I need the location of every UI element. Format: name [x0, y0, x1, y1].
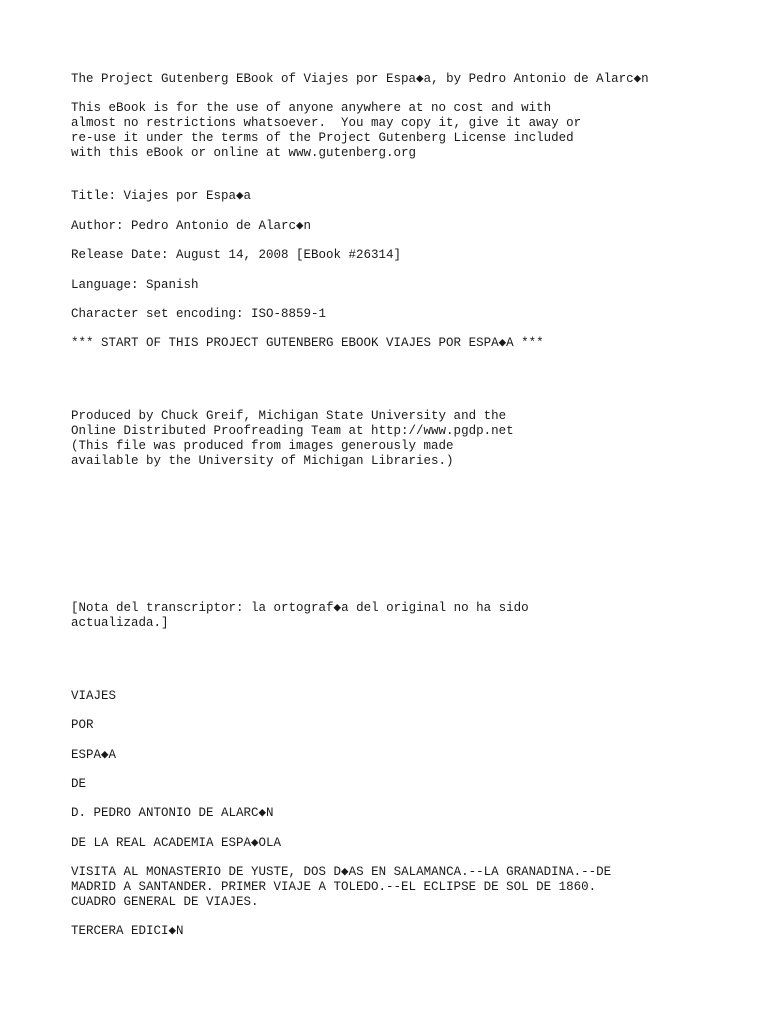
contents-paragraph	[71, 865, 611, 910]
meta-language: Language: Spanish	[71, 278, 199, 292]
license-line: almost no restrictions whatsoever. You may copy it, give it away or	[71, 116, 582, 130]
title-academy: DE LA REAL ACADEMIA ESPA◆OLA	[71, 836, 282, 850]
license-paragraph	[71, 101, 581, 161]
title-de: DE	[71, 777, 87, 791]
note-line: actualizada.]	[71, 616, 169, 630]
header-line: The Project Gutenberg EBook of Viajes por Espa◆a, by Pedro Antonio de Alarc◆n	[71, 72, 649, 86]
contents-line: MADRID A SANTANDER. PRIMER VIAJE A TOLEDO.--EL ECLIPSE DE SOL DE 1860.	[71, 880, 597, 894]
credits-line: Online Distributed Proofreading Team at http://www.pgdp.net	[71, 424, 514, 438]
credits-line: available by the University of Michigan Libraries.)	[71, 454, 454, 468]
title-author: D. PEDRO ANTONIO DE ALARC◆N	[71, 806, 274, 820]
start-marker: *** START OF THIS PROJECT GUTENBERG EBOOK VIAJES POR ESPA◆A ***	[71, 336, 544, 350]
meta-encoding: Character set encoding: ISO-8859-1	[71, 307, 327, 321]
credits-line: Produced by Chuck Greif, Michigan State University and the	[71, 409, 507, 423]
transcriber-note	[71, 601, 529, 631]
license-line: re-use it under the terms of the Project Gutenberg License included	[71, 131, 574, 145]
contents-line: VISITA AL MONASTERIO DE YUSTE, DOS D◆AS EN SALAMANCA.--LA GRANADINA.--DE	[71, 865, 612, 879]
meta-release-date: Release Date: August 14, 2008 [EBook #26314]	[71, 248, 402, 262]
note-line: [Nota del transcriptor: la ortograf◆a del original no ha sido	[71, 601, 529, 615]
title-edition: TERCERA EDICI◆N	[71, 924, 184, 938]
meta-author: Author: Pedro Antonio de Alarc◆n	[71, 219, 312, 233]
license-line: with this eBook or online at www.gutenberg.org	[71, 146, 417, 160]
meta-title: Title: Viajes por Espa◆a	[71, 189, 252, 203]
title-viajes: VIAJES	[71, 689, 117, 703]
credits-paragraph	[71, 409, 514, 469]
credits-line: (This file was produced from images generously made	[71, 439, 454, 453]
title-espana: ESPA◆A	[71, 748, 117, 762]
contents-line: CUADRO GENERAL DE VIAJES.	[71, 895, 259, 909]
license-line: This eBook is for the use of anyone anywhere at no cost and with	[71, 101, 552, 115]
title-por: POR	[71, 718, 94, 732]
